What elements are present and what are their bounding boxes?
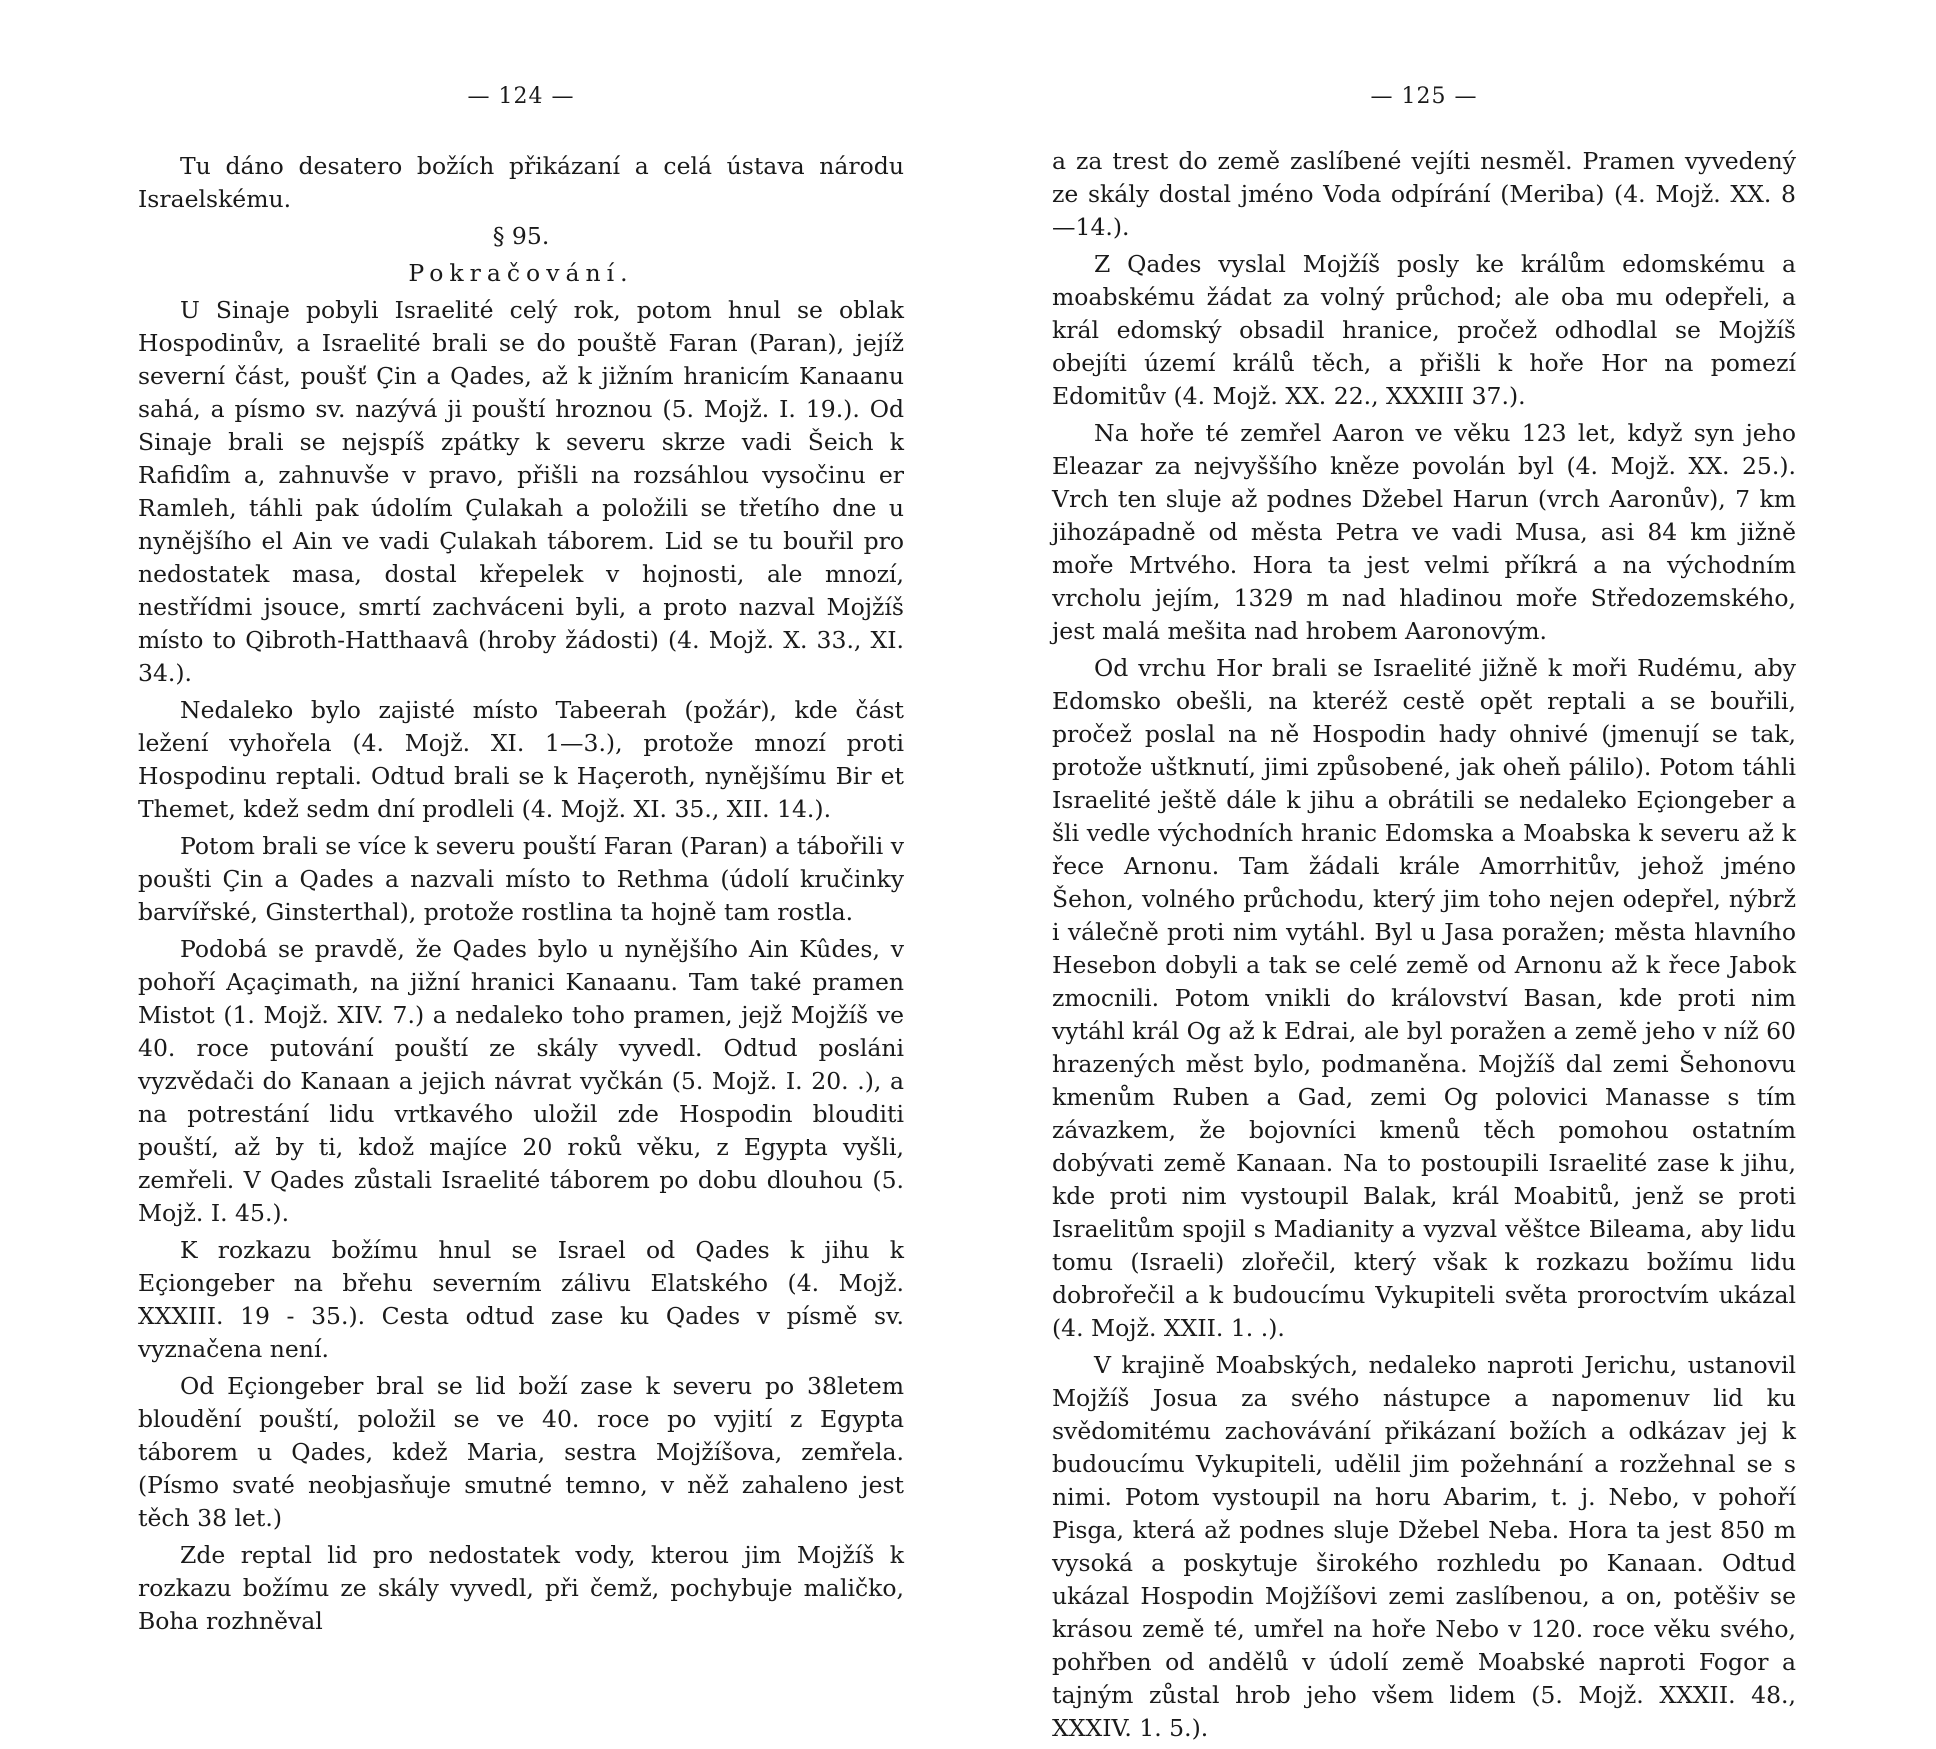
paragraph: Z Qades vyslal Mojžíš posly ke králům edomskému a moabskému žádat za volný průchod; ale oba mu odepřeli, a král edomský obsadil hranice, pročež odhodlal se Mojžíš obejíti území králů těch, a přišli k hoře Hor na pomezí Edomitův (4. Mojž. XX. 22., XXXIII 37.). [1052, 250, 1796, 410]
right-page-text [1052, 145, 1796, 1749]
section-title: Pokračování. [408, 259, 634, 287]
opening-paragraph: Tu dáno desatero božích přikázaní a celá ústava národu Israelskému. [138, 152, 904, 213]
left-page [138, 0, 904, 1635]
paragraph: Zde reptal lid pro nedostatek vody, kterou jim Mojžíš k rozkazu božímu ze skály vyvedl, při čemž, pochybuje maličko, Boha rozhněval [138, 1541, 904, 1635]
left-page-text [138, 150, 904, 1642]
paragraph: Potom brali se více k severu pouští Faran (Paran) a tábořili v poušti Çin a Qades a nazvali místo to Rethma (údolí kručinky barvířské, Ginsterthal), protože rostlina ta hojně tam rostla. [138, 832, 904, 926]
paragraph: a za trest do země zaslíbené vejíti nesměl. Pramen vyvedený ze skály dostal jméno Voda odpírání (Meriba) (4. Mojž. XX. 8—14.). [1052, 147, 1796, 241]
paragraph: Na hoře té zemřel Aaron ve věku 123 let, když syn jeho Eleazar za nejvyššího kněze povolán byl (4. Mojž. XX. 25.). Vrch ten sluje až podnes Džebel Harun (vrch Aaronův), 7 km jihozápadně od města Petra ve vadi Musa, asi 84 km jižně moře Mrtvého. Hora ta jest velmi příkrá a na východním vrcholu jejím, 1329 m nad hladinou moře Středozemského, jest malá mešita nad hrobem Aaronovým. [1052, 419, 1796, 645]
paragraph: V krajině Moabských, nedaleko naproti Jerichu, ustanovil Mojžíš Josua za svého nástupce a napomenuv lid ku svědomitému zachovávání přikázaní božích a odkázav jej k budoucímu Vykupiteli, udělil jim požehnání a rozžehnal se s nimi. Potom vystoupil na horu Abarim, t. j. Nebo, v pohoří Pisga, která až podnes sluje Džebel Neba. Hora ta jest 850 m vysoká a poskytuje širokého rozhledu po Kanaan. Odtud ukázal Hospodin Mojžíšovi zemi zaslíbenou, a on, potěšiv se krásou země té, umřel na hoře Nebo v 120. roce věku svého, pohřben od andělů v údolí země Moabské naproti Fogor a tajným zůstal hrob jeho všem lidem (5. Mojž. XXXII. 48., XXXIV. 1. 5.). [1052, 1351, 1796, 1742]
paragraph: Od Eçiongeber bral se lid boží zase k severu po 38letem bloudění pouští, položil se ve 40. roce po vyjití z Egypta táborem u Qades, kdež Maria, sestra Mojžíšova, zemřela. (Písmo svaté neobjasňuje smutné temno, v něž zahaleno jest těch 38 let.) [138, 1372, 904, 1532]
page-number-left: — 124 — [467, 84, 575, 109]
paragraph: U Sinaje pobyli Israelité celý rok, potom hnul se oblak Hospodinův, a Israelité brali se do pouště Faran (Paran), jejíž severní část, poušť Çin a Qades, až k jižním hranicím Kanaanu sahá, a písmo sv. nazývá ji pouští hroznou (5. Mojž. I. 19.). Od Sinaje brali se nejspíš zpátky k severu skrze vadi Šeich k Rafidîm a, zahnuvše v pravo, přišli na rozsáhlou vysočinu er Ramleh, táhli pak údolím Çulakah a položili se třetího dne u nynějšího el Ain ve vadi Çulakah táborem. Lid se tu bouřil pro nedostatek masa, dostal křepelek v hojnosti, ale mnozí, nestřídmi jsouce, smrtí zachváceni byli, a proto nazval Mojžíš místo to Qibroth-Hatthaavâ (hroby žádosti) (4. Mojž. X. 33., XI. 34.). [138, 296, 904, 687]
paragraph: Od vrchu Hor brali se Israelité jižně k moři Rudému, aby Edomsko obešli, na kteréž cestě opět reptali a se bouřili, pročež poslal na ně Hospodin hady ohnivé (jmenují se tak, protože uštknutí, jimi způsobené, jak oheň pálilo). Potom táhli Israelité ještě dále k jihu a obrátili se nedaleko Eçiongeber a šli vedle východních hranic Edomska a Moabska k severu až k řece Arnonu. Tam žádali krále Amorrhitův, jehož jméno Šehon, volného průchodu, který jim toho nejen odepřel, nýbrž i válečně proti nim vytáhl. Byl u Jasa poražen; města hlavního Hesebon dobyli a tak se celé země od Arnonu až k řece Jabok zmocnili. Potom vnikli do království Basan, kde proti nim vytáhl král Og až k Edrai, ale byl poražen a země jeho v níž 60 hrazených měst bylo, podmaněna. Mojžíš dal zemi Šehonovu kmenům Ruben a Gad, zemi Og polovici Manasse s tím závazkem, že bojovníci kmenů těch pomohou ostatním dobývati země Kanaan. Na to postoupili Israelité zase k jihu, kde proti nim vystoupil Balak, král Moabitů, jenž se proti Israelitům spojil s Madianity a vyzval věštce Bileama, aby lidu tomu (Israeli) zlořečil, který však k rozkazu božímu lidu dobrořečil a k budoucímu Vykupiteli světa proroctvím ukázal (4. Mojž. XXII. 1. .). [1052, 654, 1796, 1342]
section-mark: § 95. [492, 222, 550, 250]
paragraph: K rozkazu božímu hnul se Israel od Qades k jihu k Eçiongeber na břehu severním zálivu Elatského (4. Mojž. XXXIII. 19 - 35.). Cesta odtud zase ku Qades v písmě sv. vyznačena není. [138, 1236, 904, 1363]
paragraph: Nedaleko bylo zajisté místo Tabeerah (požár), kde část ležení vyhořela (4. Mojž. XI. 1—3.), protože mnozí proti Hospodinu reptali. Odtud brali se k Haçeroth, nynějšímu Bir et Themet, kdež sedm dní prodleli (4. Mojž. XI. 35., XII. 14.). [138, 696, 904, 823]
right-page [1052, 0, 1796, 1742]
paragraph: Podobá se pravdě, že Qades bylo u nynějšího Ain Kûdes, v pohoří Açaçimath, na jižní hranici Kanaanu. Tam také pramen Mistot (1. Mojž. XIV. 7.) a nedaleko toho pramen, jejž Mojžíš ve 40. roce putování pouští ze skály vyvedl. Odtud posláni vyzvědači do Kanaan a jejich návrat vyčkán (5. Mojž. I. 20. .), a na potrestání lidu vrtkavého uložil zde Hospodin blouditi pouští, až by ti, kdož majíce 20 roků věku, z Egypta vyšli, zemřeli. V Qades zůstali Israelité táborem po dobu dlouhou (5. Mojž. I. 45.). [138, 935, 904, 1227]
page-number-right: — 125 — [1370, 84, 1478, 109]
